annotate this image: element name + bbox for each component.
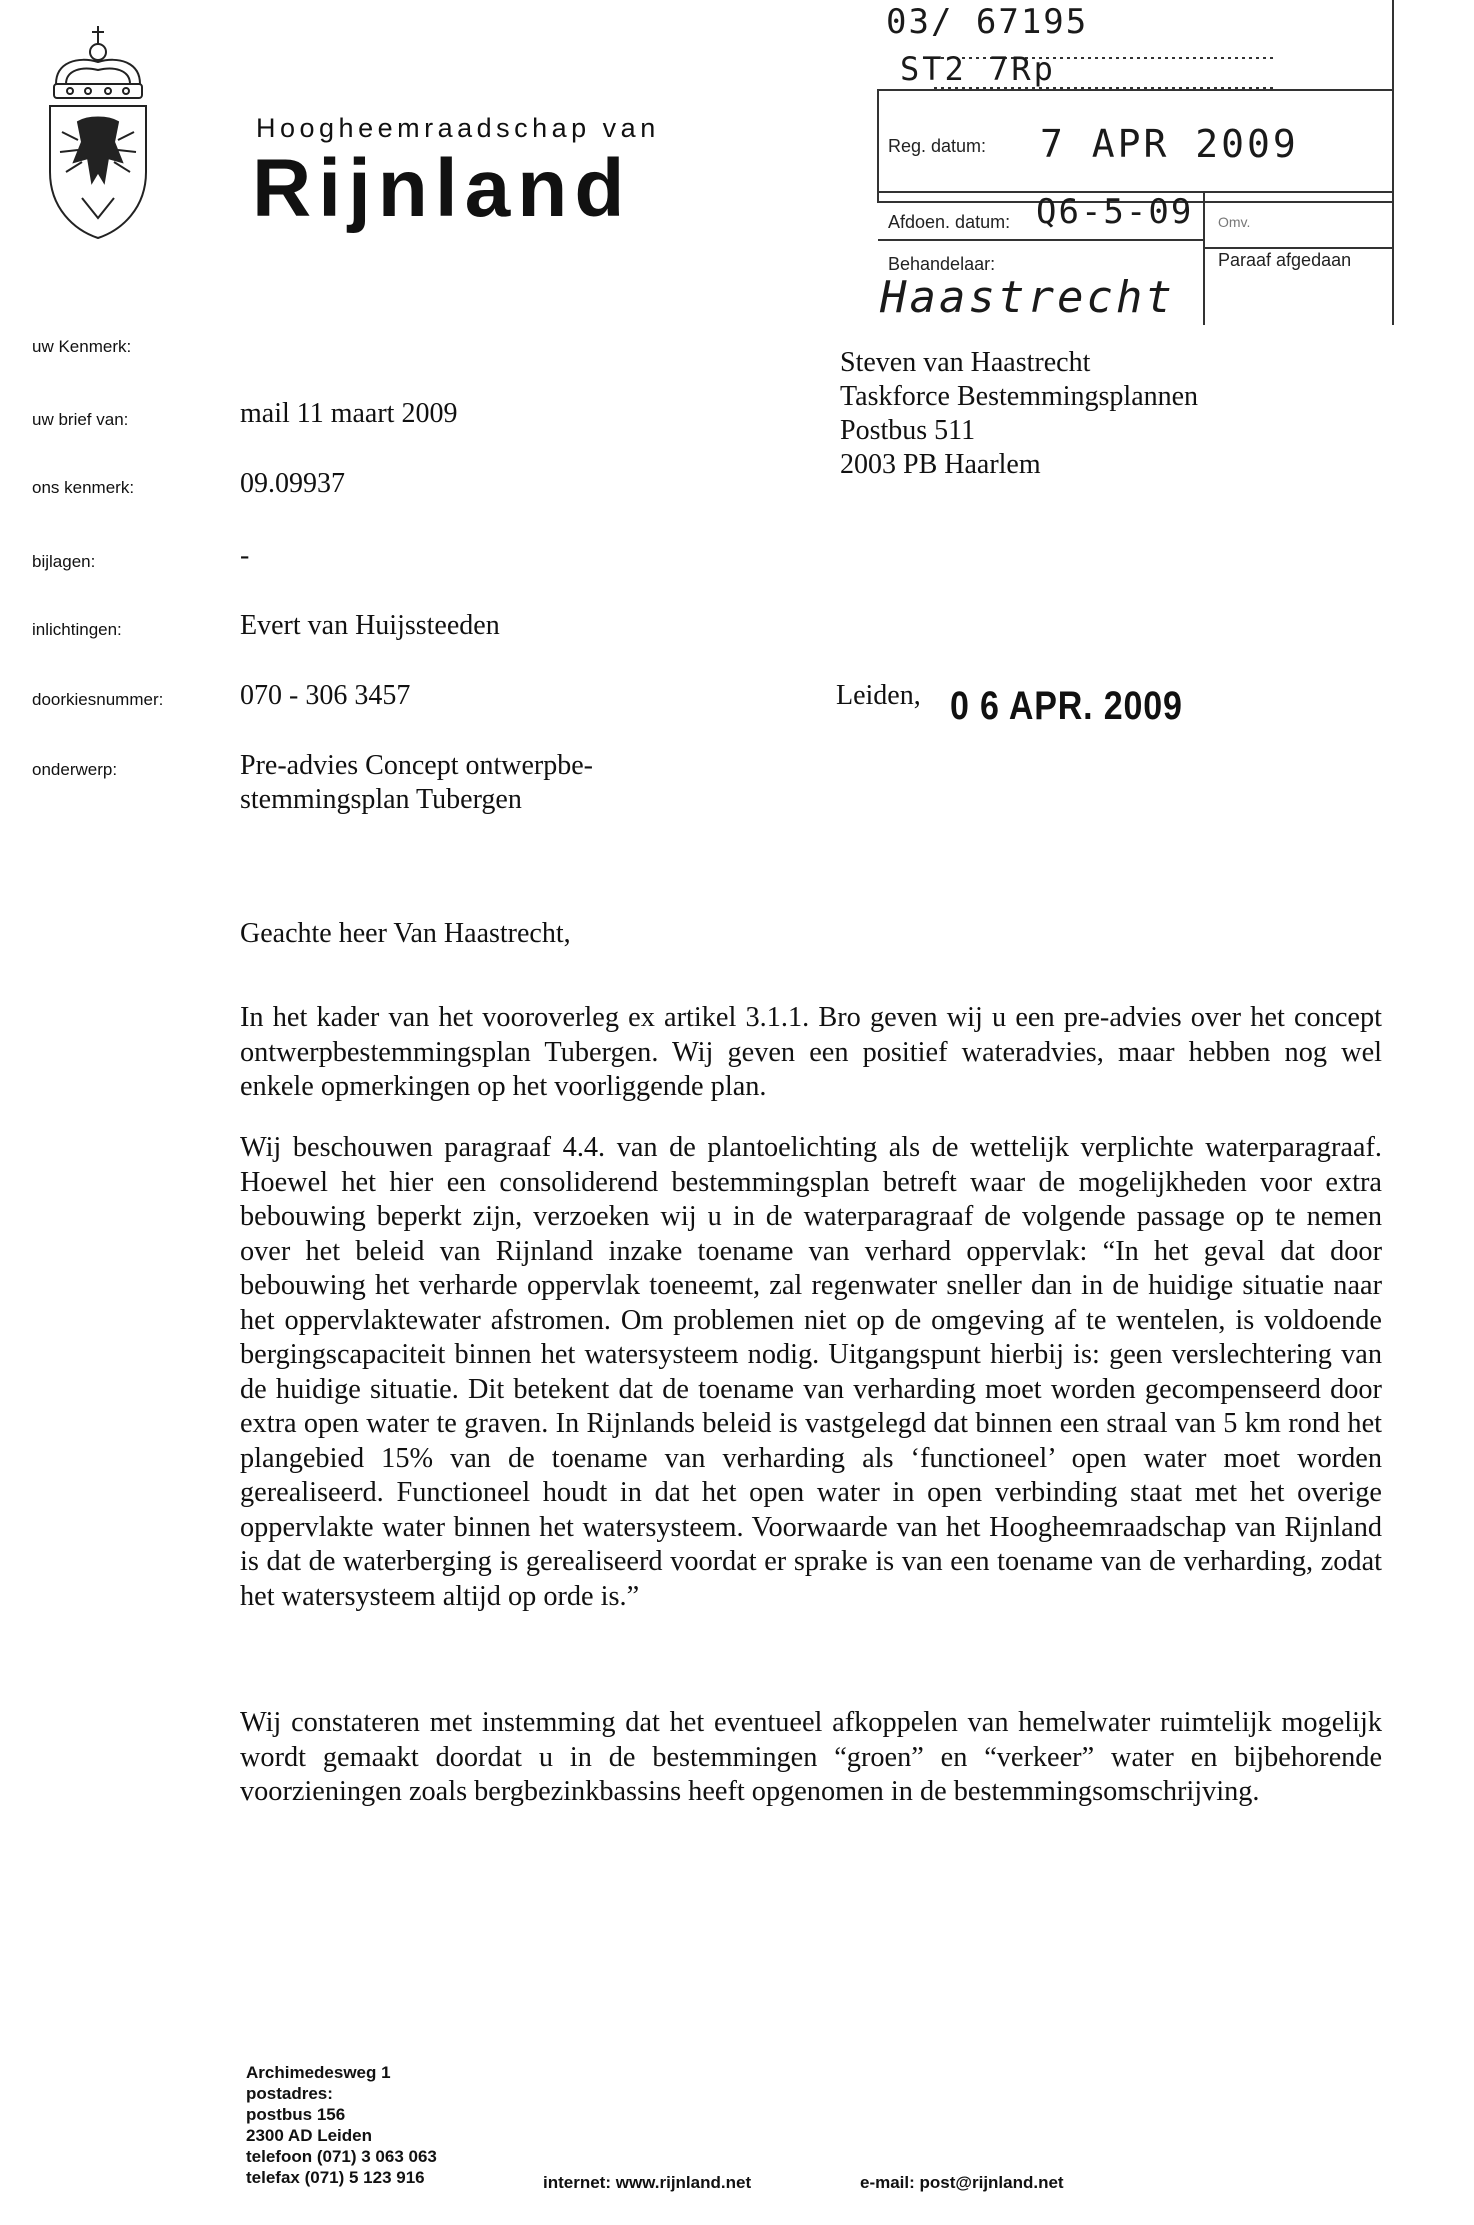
field-value-ons-kenmerk: 09.09937 <box>240 468 345 499</box>
field-label-uw-kenmerk: uw Kenmerk: <box>32 337 132 356</box>
address-line-postbus: Postbus 511 <box>840 415 976 446</box>
afdoen-datum-value: Q6-5-09 <box>1036 192 1194 232</box>
afdoen-datum-label: Afdoen. datum: <box>888 212 1011 232</box>
organization-name-line1: Hoogheemraadschap van <box>256 113 660 143</box>
paragraph-text: In het kader van het vooroverleg ex artikel 3.1.1. Bro geven wij u een pre-advies over het concept ontwerpbestemmingsplan Tubergen. Wij geven een positief wateradvies, maar hebben nog wel enkele opmerkingen op het voorliggende plan. <box>240 1002 1382 1102</box>
recipient-address <box>840 346 1198 482</box>
footer-postbus: postbus 156 <box>246 2105 346 2124</box>
paragraph-text: Wij beschouwen paragraaf 4.4. van de plantoelichting als de wettelijk verplichte waterparagraaf. Hoewel het hier een consoliderend bestemmingsplan betreft waar de mogelijkheden voor extra bebouwing beperkt zijn, verzoeken wij u in de waterparagraaf de volgende passage op te nemen over het beleid van Rijnland inzake toename van verhard oppervlak: “In het geval dat door bebouwing het verharde oppervlak toeneemt, zal regenwater sneller dan in de huidige situatie naar het oppervlaktewater afstromen. Om problemen niet op de omgeving af te wentelen, is voldoende bergingscapaciteit binnen het watersysteem nodig. Uitgangspunt hierbij is: geen verslechtering van de huidige situatie. Dit betekent dat de toename van verharding moet worden gecompenseerd door extra open water te graven. In Rijnlands beleid is vastgelegd dat binnen een straal van 5 km rond het plangebied 15% van de toename van verharding als ‘functioneel’ open water moet worden gerealiseerd. Functioneel houdt in dat het open water in open verbinding staat met het overige oppervlakte water binnen het watersysteem. Voorwaarde van het Hoogheemraadschap van Rijnland is dat de waterberging is gerealiseerd voordat er sprake is van een toename van de verharding, zodat het watersysteem altijd op orde is.” <box>240 1132 1382 1612</box>
address-line-department: Taskforce Bestemmingsplannen <box>840 381 1199 412</box>
field-value-doorkiesnummer: 070 - 306 3457 <box>240 680 411 711</box>
field-label-ons-kenmerk: ons kenmerk: <box>32 478 135 497</box>
letter-city: Leiden, <box>836 680 921 711</box>
paraaf-afgedaan-label: Paraaf afgedaan <box>1218 250 1352 270</box>
field-value-uw-brief-van: mail 11 maart 2009 <box>240 398 458 429</box>
letter-date-stamp: 0 6 APR. 2009 <box>950 684 1183 728</box>
behandelaar-value: Haastrecht <box>880 272 1175 323</box>
handwritten-reference-2: ST2 7Rp <box>900 50 1056 88</box>
body-paragraph-2 <box>240 1131 1382 1614</box>
footer-postcode: 2300 AD Leiden <box>246 2126 372 2145</box>
body-paragraph-1 <box>240 1001 1382 1105</box>
field-value-onderwerp-line1: Pre-advies Concept ontwerpbe- <box>240 750 593 781</box>
reg-datum-value: 7 APR 2009 <box>1040 122 1299 166</box>
field-label-onderwerp: onderwerp: <box>32 760 118 779</box>
field-label-bijlagen: bijlagen: <box>32 552 96 571</box>
behandelaar-label: Behandelaar: <box>888 254 996 274</box>
footer-telefoon: telefoon (071) 3 063 063 <box>246 2147 437 2166</box>
omv-label: Omv. <box>1218 214 1251 230</box>
field-label-uw-brief-van: uw brief van: <box>32 410 129 429</box>
paragraph-text: Wij constateren met instemming dat het eventueel afkoppelen van hemelwater ruimtelijk mogelijk wordt gemaakt doordat u in de bestemmingen “groen” en “verkeer” water en bijbehorende voorzieningen zoals bergbezinkbassins heeft opgenomen in de bestemmingsomschrijving. <box>240 1707 1382 1807</box>
rijnland-crest-logo <box>38 22 158 242</box>
body-paragraph-3 <box>240 1706 1382 1810</box>
salutation: Geachte heer Van Haastrecht, <box>240 918 571 949</box>
address-line-postcode-city: 2003 PB Haarlem <box>840 449 1041 480</box>
footer-contact <box>246 2062 437 2188</box>
footer-internet-link[interactable]: internet: www.rijnland.net <box>543 2173 752 2192</box>
field-value-onderwerp-line2: stemmingsplan Tubergen <box>240 784 522 815</box>
reg-datum-label: Reg. datum: <box>888 136 987 156</box>
footer-street: Archimedesweg 1 <box>246 2063 391 2082</box>
address-line-name: Steven van Haastrecht <box>840 347 1091 378</box>
field-value-bijlagen: - <box>240 540 250 571</box>
field-label-doorkiesnummer: doorkiesnummer: <box>32 690 164 709</box>
field-value-inlichtingen: Evert van Huijssteeden <box>240 610 500 641</box>
field-label-inlichtingen: inlichtingen: <box>32 620 122 639</box>
handwritten-reference: 03/ 67195 <box>886 2 1089 42</box>
footer-telefax: telefax (071) 5 123 916 <box>246 2168 425 2187</box>
footer-email-link[interactable]: e-mail: post@rijnland.net <box>860 2173 1064 2192</box>
organization-name-line2: Rijnland <box>252 143 632 234</box>
footer-postadres-label: postadres: <box>246 2084 333 2103</box>
